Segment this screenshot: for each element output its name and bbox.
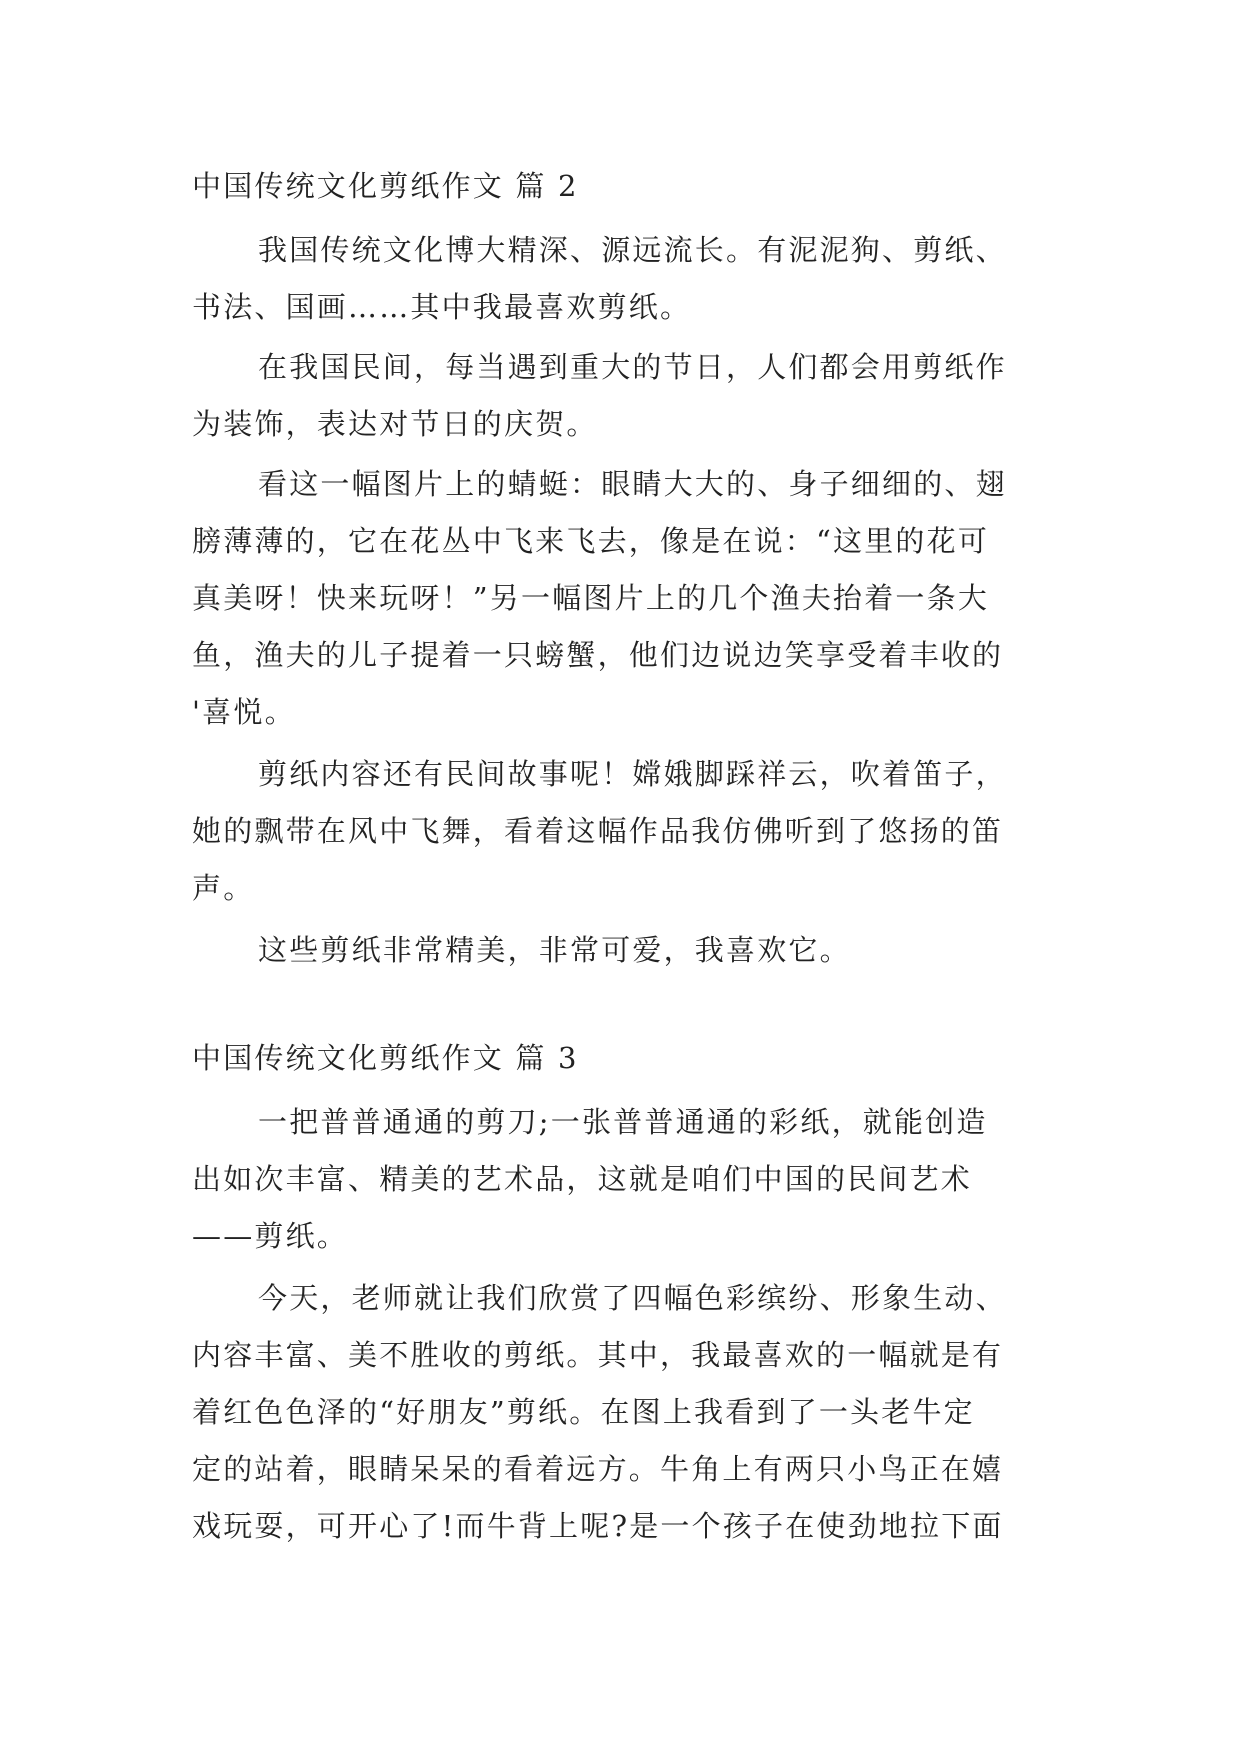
- paragraph-line: 她的飘带在风中飞舞，看着这幅作品我仿佛听到了悠扬的笛: [192, 814, 1004, 848]
- paragraph-line: 内容丰富、美不胜收的剪纸。其中，我最喜欢的一幅就是有: [192, 1338, 1004, 1372]
- paragraph-line: 着红色色泽的“好朋友”剪纸。在图上我看到了一头老牛定: [192, 1395, 975, 1429]
- paragraph-line: 今天，老师就让我们欣赏了四幅色彩缤纷、形象生动、: [258, 1281, 1007, 1315]
- paragraph-line: 定的站着，眼睛呆呆的看着远方。牛角上有两只小鸟正在嬉: [192, 1452, 1004, 1486]
- paragraph-line: 膀薄薄的，它在花丛中飞来飞去，像是在说：“这里的花可: [192, 524, 990, 558]
- paragraph-line: 声。: [192, 871, 255, 905]
- paragraph-line: 一把普普通通的剪刀;一张普普通通的彩纸，就能创造: [258, 1105, 988, 1139]
- paragraph-line: 戏玩耍，可开心了!而牛背上呢?是一个孩子在使劲地拉下面: [192, 1509, 1004, 1543]
- paragraph-line: 鱼，渔夫的儿子提着一只螃蟹，他们边说边笑享受着丰收的: [192, 638, 1004, 672]
- section-heading: 中国传统文化剪纸作文 篇 2: [192, 169, 579, 203]
- paragraph-line: 为装饰，表达对节日的庆贺。: [192, 407, 598, 441]
- paragraph-line: 这些剪纸非常精美，非常可爱，我喜欢它。: [258, 933, 851, 967]
- section-heading: 中国传统文化剪纸作文 篇 3: [192, 1041, 579, 1075]
- paragraph-line: 剪纸内容还有民间故事呢！嫦娥脚踩祥云，吹着笛子，: [258, 757, 1007, 791]
- paragraph-line: 我国传统文化博大精深、源远流长。有泥泥狗、剪纸、: [258, 233, 1007, 267]
- paragraph-line: 看这一幅图片上的蜻蜓：眼睛大大的、身子细细的、翅: [258, 467, 1007, 501]
- paragraph-line: 出如次丰富、精美的艺术品，这就是咱们中国的民间艺术: [192, 1162, 973, 1196]
- paragraph-line: '喜悦。: [192, 695, 296, 729]
- paragraph-line: 书法、国画……其中我最喜欢剪纸。: [192, 290, 692, 324]
- paragraph-line: 在我国民间，每当遇到重大的节日，人们都会用剪纸作: [258, 350, 1007, 384]
- paragraph-line: 真美呀！快来玩呀！”另一幅图片上的几个渔夫抬着一条大: [192, 581, 990, 615]
- paragraph-line: ——剪纸。: [192, 1219, 349, 1253]
